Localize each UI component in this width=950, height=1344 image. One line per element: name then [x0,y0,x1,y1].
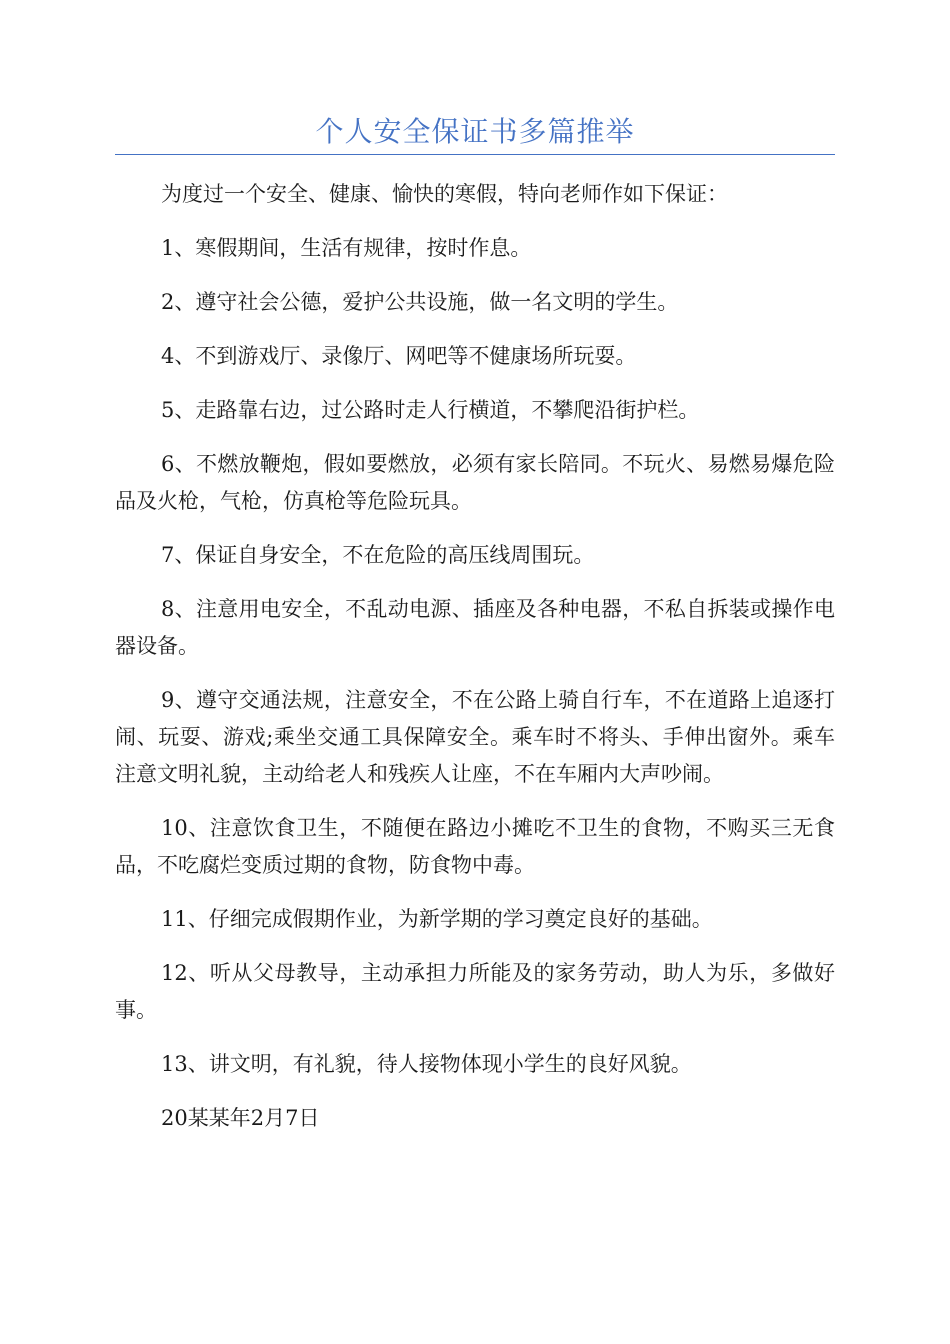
pledge-item-9: 9、遵守交通法规，注意安全，不在公路上骑自行车，不在道路上追逐打闹、玩耍、游戏;乘坐交通工具保障安全。乘车时不将头、手伸出窗外。乘车注意文明礼貌，主动给老人和残疾人让座，不在车厢内大声吵闹。 [115,688,835,786]
pledge-item-5: 5、走路靠右边，过公路时走人行横道，不攀爬沿街护栏。 [161,398,700,422]
pledge-item-13: 13、讲文明，有礼貌，待人接物体现小学生的良好风貌。 [161,1052,692,1076]
document-title: 个人安全保证书多篇推举 [315,115,635,148]
pledge-item-11: 11、仔细完成假期作业，为新学期的学习奠定良好的基础。 [161,907,713,931]
signature-date: 20某某年2月7日 [161,1106,320,1130]
title-underline [115,154,835,155]
pledge-item-2: 2、遵守社会公德，爱护公共设施，做一名文明的学生。 [161,290,679,314]
pledge-item-12: 12、听从父母教导，主动承担力所能及的家务劳动，助人为乐，多做好事。 [115,961,835,1022]
document-body [115,176,835,1154]
pledge-item-1: 1、寒假期间，生活有规律，按时作息。 [161,236,532,260]
pledge-item-8: 8、注意用电安全，不乱动电源、插座及各种电器，不私自拆装或操作电器设备。 [115,597,835,658]
intro-paragraph: 为度过一个安全、健康、愉快的寒假，特向老师作如下保证： [161,182,728,206]
pledge-item-7: 7、保证自身安全，不在危险的高压线周围玩。 [161,543,595,567]
pledge-item-10: 10、注意饮食卫生，不随便在路边小摊吃不卫生的食物，不购买三无食品，不吃腐烂变质过期的食物，防食物中毒。 [115,816,835,877]
pledge-item-6: 6、不燃放鞭炮，假如要燃放，必须有家长陪同。不玩火、易燃易爆危险品及火枪，气枪，仿真枪等危险玩具。 [115,452,835,513]
pledge-item-4: 4、不到游戏厅、录像厅、网吧等不健康场所玩耍。 [161,344,637,368]
